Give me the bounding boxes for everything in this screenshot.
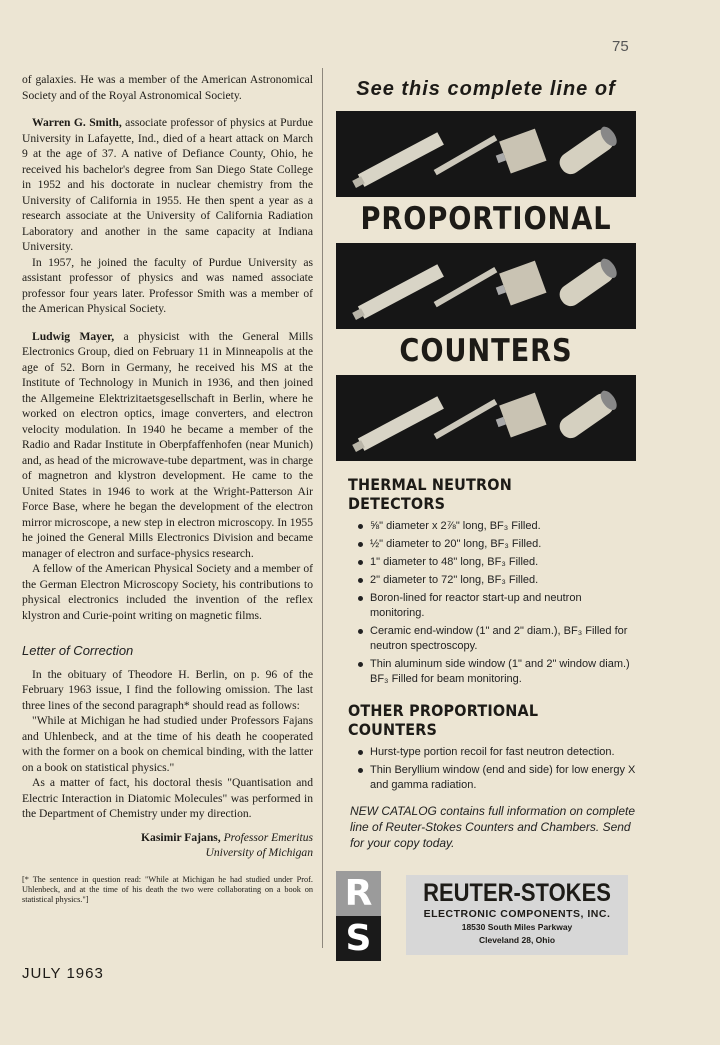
- smith-obituary-p1: [22, 115, 313, 255]
- mayer-obituary-p2: A fellow of the American Physical Society and a member of the German Electron Microscopy Society, his contributions to physical electronics included the invention of the reflex klystron and Curie-point writing on magnetic films.: [22, 562, 313, 622]
- counters-photo-3: [336, 375, 636, 461]
- logo-r: R: [336, 871, 381, 916]
- correction-p1: In the obituary of Theodore H. Berlin, on p. 96 of the February 1963 issue, I find the following omission. The last three lines of the second paragraph* should read as follows:: [22, 667, 313, 712]
- counters-photo-1: [336, 111, 636, 197]
- smith-name: Warren G. Smith,: [32, 116, 122, 129]
- list-item: 1" diameter to 48" long, BF₃ Filled.: [358, 555, 636, 570]
- counters-heading: COUNTERS: [399, 333, 573, 369]
- list-item: Hurst-type portion recoil for fast neutron detection.: [358, 745, 636, 760]
- proportional-heading: PROPORTIONAL: [360, 201, 612, 237]
- advertisement: [336, 74, 636, 961]
- list-item: Thin aluminum side window (1" and 2" window diam.) BF₃ Filled for beam monitoring.: [358, 657, 636, 687]
- thermal-list: [358, 519, 636, 687]
- smith-obituary-p2: In 1957, he joined the faculty of Purdue University as assistant professor of physics and was named associate professor four years later. Professor Smith was a member of the American Physical Society.: [22, 255, 313, 315]
- correction-quote: "While at Michigan he had studied under Professors Fajans and Uhlenbeck, and at the time of his death he cooperated with the former on a book on chemical binding, with the latter on a book on statistical physics.": [22, 714, 313, 774]
- smith-text: associate professor of physics at Purdue University in Lafayette, Ind., died of a heart attack on March 9 at the age of 37. A native of Defiance County, Ohio, he received his bachelor's degree from San Diego State College in 1952 and his doctorate in nuclear chemistry from the University of California in 1955. He then spent a year as a research associate at the University of California Radiation Laboratory and another in the same capacity at Indiana University.: [22, 116, 313, 253]
- mayer-obituary-p1: [22, 329, 313, 562]
- company-box: [406, 875, 628, 955]
- catalog-note: NEW CATALOG contains full information on complete line of Reuter-Stokes Counters and Chambers. Send for your copy today.: [350, 804, 635, 850]
- company-address-1: 18530 South Miles Parkway: [461, 922, 573, 932]
- ad-headline: See this complete line of: [356, 78, 616, 100]
- page-number: 75: [612, 38, 629, 55]
- company-block: [336, 871, 636, 961]
- signature-title: Professor Emeritus: [223, 830, 313, 844]
- rs-logo: [336, 871, 381, 961]
- other-heading: OTHER PROPORTIONAL COUNTERS: [348, 701, 539, 739]
- list-item: Ceramic end-window (1" and 2" diam.), BF₃ Filled for neutron spectroscopy.: [358, 624, 636, 654]
- signature-name: Kasimir Fajans,: [141, 830, 221, 844]
- correction-title: Letter of Correction: [22, 643, 134, 658]
- list-item: ½" diameter to 20" long, BF₃ Filled.: [358, 537, 636, 552]
- astronomy-paragraph: of galaxies. He was a member of the American Astronomical Society and of the Royal Astronomical Society.: [22, 73, 313, 102]
- other-list: [358, 745, 636, 793]
- signature-affiliation: University of Michigan: [205, 846, 313, 859]
- signature: [22, 830, 313, 861]
- footnote: [* The sentence in question read: "While at Michigan he had studied under Prof. Uhlenbeck, and at the time of his death the two were collaborating on a book on statistical physics."]: [22, 874, 313, 904]
- left-column: [22, 72, 313, 905]
- list-item: Boron-lined for reactor start-up and neutron monitoring.: [358, 591, 636, 621]
- company-address-2: Cleveland 28, Ohio: [478, 935, 556, 945]
- mayer-name: Ludwig Mayer,: [32, 329, 115, 343]
- correction-p2: As a matter of fact, his doctoral thesis "Quantisation and Electric Interaction in Diatomic Molecules" was performed in the Department of Chemistry under my direction.: [22, 776, 313, 820]
- company-subtitle: ELECTRONIC COMPONENTS, INC.: [423, 908, 611, 920]
- counters-photo-2: [336, 243, 636, 329]
- company-name: REUTER-STOKES: [423, 879, 611, 907]
- thermal-heading: THERMAL NEUTRON DETECTORS: [348, 475, 512, 513]
- logo-s: S: [345, 918, 372, 959]
- footer-date: JULY 1963: [22, 965, 104, 982]
- mayer-text: a physicist with the General Mills Electronics Group, died on February 11 in Minneapolis at the age of 52. Born in Germany, he received his MS at the Institute of Technology in Munich in 1936, and then joined the Allgemeine Elektrizitaetsgesellschaft in Berlin, where he worked on electron optics, image converters, and electron velocity modulation. In 1940 he became a member of the Radio and Radar Institute in Oberpfaffenhofen (near Munich) and, as head of the microwave-tube department, was in charge of magnetron and klystron development. He came to the United States in 1946 to work at the Wright-Patterson Air Force Base, where he began the development of the electron mirror microscope, a new step in electron microscopy. In 1955 he joined the General Mills Electronics Division and became manager of electron and surface-physics research.: [22, 329, 313, 560]
- list-item: 2" diameter to 72" long, BF₃ Filled.: [358, 573, 636, 588]
- list-item: Thin Beryllium window (end and side) for low energy X and gamma radiation.: [358, 763, 636, 793]
- list-item: ⅝" diameter x 2⅞" long, BF₃ Filled.: [358, 519, 636, 534]
- column-divider: [322, 68, 323, 948]
